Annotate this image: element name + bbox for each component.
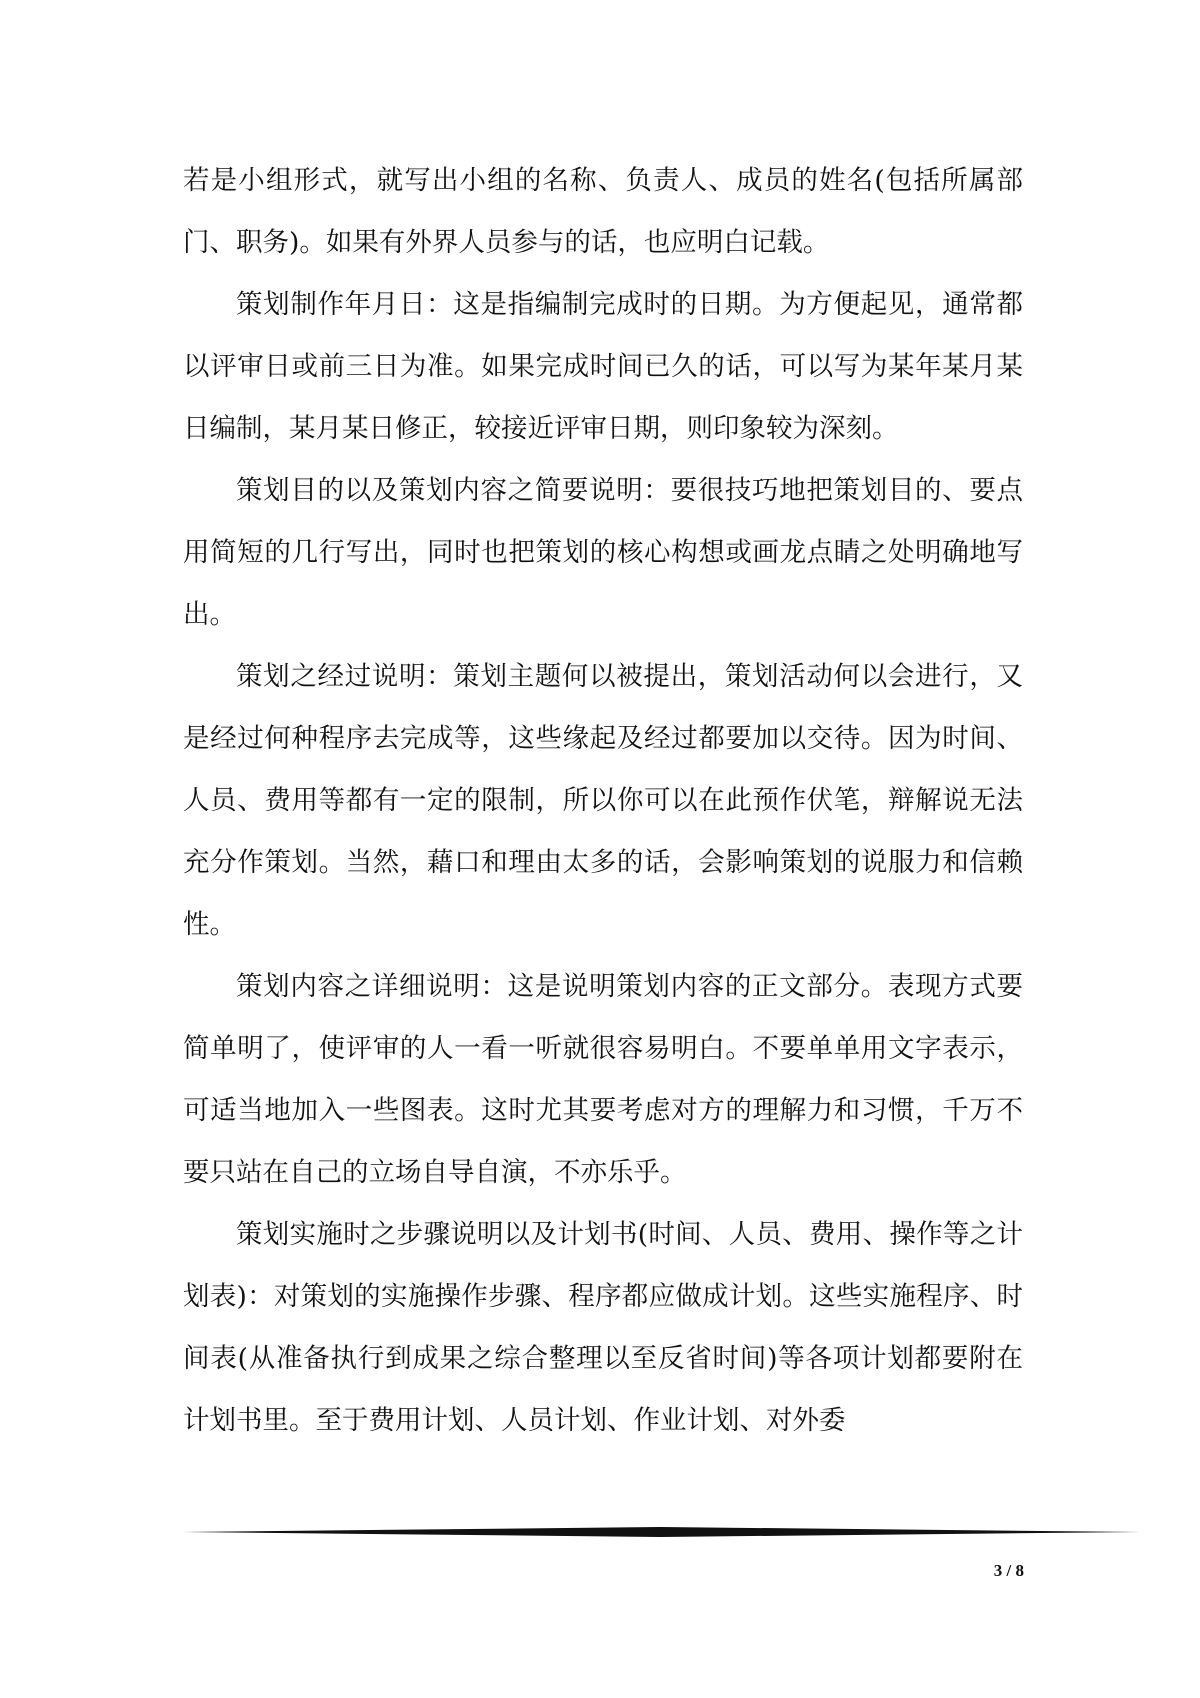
paragraph-implementation-steps: 策划实施时之步骤说明以及计划书(时间、人员、费用、操作等之计划表)：对策划的实施操作步骤、程序都应做成计划。这些实施程序、时间表(从准备执行到成果之综合整理以至反省时间)等各项计划都要附在计划书里。至于费用计划、人员计划、作业计划、对外委 [183,1219,1023,1436]
paragraph-purpose-summary: 策划目的以及策划内容之简要说明：要很技巧地把策划目的、要点用简短的几行写出，同时也把策划的核心构想或画龙点睛之处明确地写出。 [183,475,1023,630]
paragraph-group-members: 若是小组形式，就写出小组的名称、负责人、成员的姓名(包括所属部门、职务)。如果有外界人员参与的话，也应明白记载。 [183,165,1023,258]
paragraph-creation-date: 策划制作年月日：这是指编制完成时的日期。为方便起见，通常都以评审日或前三日为准。如果完成时间已久的话，可以写为某年某月某日编制，某月某日修正，较接近评审日期，则印象较为深刻。 [183,289,1023,444]
document-body [183,150,1023,1452]
paragraph-detailed-content: 策划内容之详细说明：这是说明策划内容的正文部分。表现方式要简单明了，使评审的人一看一听就很容易明白。不要单单用文字表示，可适当地加入一些图表。这时尤其要考虑对方的理解力和习惯，千万不要只站在自己的立场自导自演，不亦乐乎。 [183,971,1023,1188]
page-number: 3 / 8 [993,1561,1024,1580]
paragraph-process-description: 策划之经过说明：策划主题何以被提出，策划活动何以会进行，又是经过何种程序去完成等，这些缘起及经过都要加以交待。因为时间、人员、费用等都有一定的限制，所以你可以在此预作伏笔，辩解说无法充分作策划。当然，藉口和理由太多的话，会影响策划的说服力和信赖性。 [183,661,1023,940]
footer-divider [183,1525,1140,1539]
